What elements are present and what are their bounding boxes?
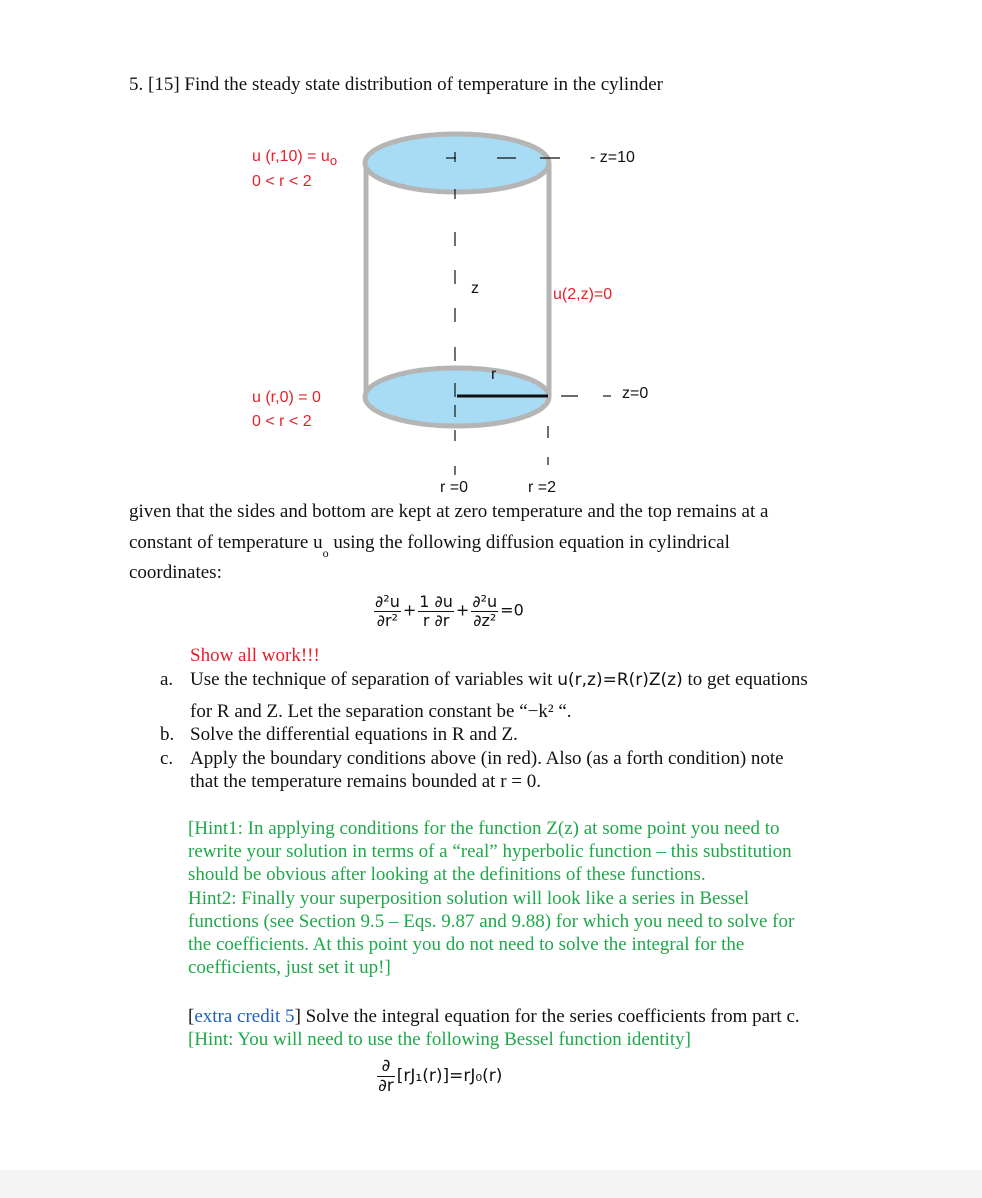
part-b-line-1: Solve the differential equations in R and Z. xyxy=(190,724,518,745)
problem-title: 5. [15] Find the steady state distribution of temperature in the cylinder xyxy=(129,74,663,95)
part-c-line-2: that the temperature remains bounded at r = 0. xyxy=(190,771,542,792)
eq-term-3: $\frac{\text{∂²u}}{\text{∂z²}}$ xyxy=(472,592,498,630)
intro-line-1: given that the sides and bottom are kept at zero temperature and the top remains at a xyxy=(129,501,769,522)
identity-derivative: $\frac{\partial}{\partial r}$ xyxy=(378,1056,394,1096)
hint-line-6: the coefficients. At this point you do not need to solve the integral for the xyxy=(188,934,745,955)
part-c-label: c. xyxy=(160,748,174,769)
top-boundary-condition: u $(r,10) = u_o$ xyxy=(252,148,338,169)
extra-credit-line: [extra credit 5] Solve the integral equation for the series coefficients from part c. xyxy=(188,1006,800,1027)
z-bottom-label: z=0 xyxy=(622,385,649,402)
hint-line-4: Hint2: Finally your superposition solution will look like a series in Bessel xyxy=(188,888,749,909)
hint-line-3: should be obvious after looking at the definitions of these functions. xyxy=(188,864,706,885)
bessel-identity: $\frac{\partial}{\partial r}$ [rJ₁(r)]=rJ₀(r) xyxy=(378,1056,503,1096)
bottom-boundary-range: 0 < r < 2 xyxy=(252,413,312,430)
intro-line-3: coordinates: xyxy=(129,562,222,583)
diffusion-equation: $\frac{\text{∂²u}}{\text{∂r²}}$ + $\frac{1 \partial u}{r \partial r}$ + $\frac{\text{∂²u}}{\text{∂z²}}$ =0 xyxy=(375,592,524,630)
hint-line-1: [Hint1: In applying conditions for the function Z(z) at some point you need to xyxy=(188,818,780,839)
part-b-label: b. xyxy=(160,724,175,745)
top-boundary-range: 0 < r < 2 xyxy=(252,173,312,190)
z-top-label: - z=10 xyxy=(590,149,635,166)
side-boundary-condition: u(2,z)=0 xyxy=(553,286,613,303)
page-bottom-band xyxy=(0,1170,982,1198)
top-disk xyxy=(365,134,549,192)
intro-line-2: constant of temperature $u_o$ using the following diffusion equation in cylindrical xyxy=(129,532,730,560)
r0-label: r =0 xyxy=(440,479,469,496)
part-a-line-2: for R and Z. Let the separation constant be “−k² “. xyxy=(190,701,572,722)
part-a-label: a. xyxy=(160,669,174,690)
z-axis-label: z xyxy=(471,280,479,297)
eq-term-1: $\frac{\text{∂²u}}{\text{∂r²}}$ xyxy=(375,592,400,630)
bottom-boundary-condition: u (r,0) = 0 xyxy=(252,389,321,406)
eq-term-2: $\frac{1 \partial u}{r \partial r}$ xyxy=(419,592,453,630)
hint-line-7: coefficients, just set it up!] xyxy=(188,957,391,978)
part-c-line-1: Apply the boundary conditions above (in red). Also (as a forth condition) note xyxy=(190,748,784,769)
part-a-line-1: Use the technique of separation of variables wit u(r,z)=R(r)Z(z) to get equations xyxy=(190,669,808,690)
hint-line-2: rewrite your solution in terms of a “real” hyperbolic function – this substitution xyxy=(188,841,792,862)
r2-label: r =2 xyxy=(528,479,557,496)
cylinder-diagram xyxy=(0,0,982,520)
hint-line-5: functions (see Section 9.5 – Eqs. 9.87 and 9.88) for which you need to solve for xyxy=(188,911,795,932)
extra-credit-hint: [Hint: You will need to use the following Bessel function identity] xyxy=(188,1029,691,1050)
r-axis-label: r xyxy=(491,366,497,383)
show-work-note: Show all work!!! xyxy=(190,645,320,666)
